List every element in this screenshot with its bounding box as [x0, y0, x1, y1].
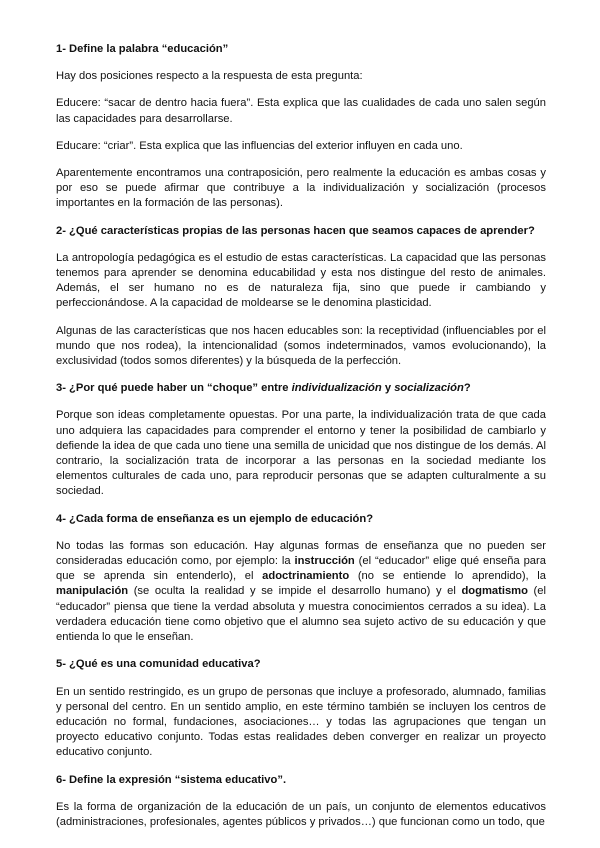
question-2-heading: 2- ¿Qué características propias de las personas hacen que seamos capaces de aprender? [56, 224, 535, 237]
question-6-heading: 6- Define la expresión “sistema educativo”. [56, 773, 287, 786]
q4-term-dogmatismo: dogmatismo [461, 585, 528, 598]
q6-paragraph-1: Es la forma de organización de la educación de un país, un conjunto de elementos educativos (administraciones, profesionales, agentes públicos y privados…) que funcionan como un todo, que [56, 800, 546, 828]
q4-term-manipulacion: manipulación [56, 585, 129, 598]
q3-paragraph-1: Porque son ideas completamente opuestas. Por una parte, la individualización trata de que cada uno adquiera las capacidades para comprender el entorno y tener la posibilidad de cambiarlo y defiende la idea de que cada uno tiene una semilla de unicidad que nos distingue de los demás. Al contrario, la socialización trata de incorporar a las personas en la sociedad mediante los elementos culturales de cada uno, para reproducir personas que se adapten culturalmente a su sociedad. [56, 409, 546, 498]
q1-paragraph-4: Aparentemente encontramos una contraposición, pero realmente la educación es ambas cosas y por eso se puede afirmar que contribuye a la individualización y socialización (procesos importantes en la formación de las personas). [56, 167, 546, 210]
q4-term-instruccion: instrucción [294, 555, 355, 568]
q4-text-2: (el “educador” elige qué enseña para que se aprenda sin entenderlo), el [56, 555, 546, 583]
question-3-heading [56, 381, 546, 396]
q2-paragraph-2: Algunas de las características que nos hacen educables son: la receptividad (influenciables por el mundo que nos rodea), la intencionalidad (somos indeterminados, vamos evolucionando), la exclusividad (todos somos diferentes) y la búsqueda de la perfección. [56, 324, 546, 368]
q1-paragraph-3: Educare: “criar”. Esta explica que las influencias del exterior influyen en cada uno. [56, 139, 463, 152]
q3-term-individualizacion: individualización [291, 382, 382, 395]
question-4-heading: 4- ¿Cada forma de enseñanza es un ejemplo de educación? [56, 512, 374, 525]
q3-title-part: 3- ¿Por qué puede haber un “choque” entre [56, 382, 292, 395]
q5-paragraph-1: En un sentido restringido, es un grupo de personas que incluye a profesorado, alumnado, familias y personal del centro. En un sentido amplio, en este término también se incluyen los centros de educación no formal, fundaciones, asociaciones… y todas las agrupaciones que tengan un proyecto educativo conjunto. Todas estas realidades deben converger en realizar un proyecto educativo conjunto. [56, 685, 546, 759]
q3-title-conjunction: y [381, 382, 395, 395]
q4-text-4: (se oculta la realidad y se impide el desarrollo humano) y el [128, 585, 462, 598]
q4-text-1: No todas las formas son educación. Hay algunas formas de enseñanza que no pueden ser consideradas educación como, por ejemplo: la [56, 539, 546, 568]
q3-term-socializacion: socialización [394, 382, 464, 395]
q2-paragraph-1: La antropología pedagógica es el estudio de estas características. La capacidad que las personas tenemos para aprender se denomina educabilidad y esta nos distingue del resto de animales. Además, el ser humano no es de naturaleza fija, sino que puede ir cambiando y perfeccionándose. A la capacidad de moldearse se le denomina plasticidad. [56, 251, 546, 310]
q3-title-end: ? [463, 382, 471, 395]
question-5-heading: 5- ¿Qué es una comunidad educativa? [56, 658, 261, 671]
q4-term-adoctrinamiento: adoctrinamiento [262, 570, 350, 583]
q1-paragraph-1: Hay dos posiciones respecto a la respuesta de esta pregunta: [56, 70, 363, 83]
q4-paragraph-1 [56, 539, 546, 645]
q4-text-5: (el “educador” piensa que tiene la verdad absoluta y muestra conocimientos cerrados a su idea). La verdadera educación tiene como objetivo que el alumno sea sujeto activo de su educación y que entienda lo que le enseñan. [56, 585, 546, 644]
question-1-heading: 1- Define la palabra “educación” [56, 43, 229, 55]
q4-text-3: (no se entiende lo aprendido), la [349, 570, 547, 583]
q1-paragraph-2: Educere: “sacar de dentro hacia fuera”. Esta explica que las cualidades de cada uno salen según las capacidades para desarrollarse. [56, 97, 546, 125]
